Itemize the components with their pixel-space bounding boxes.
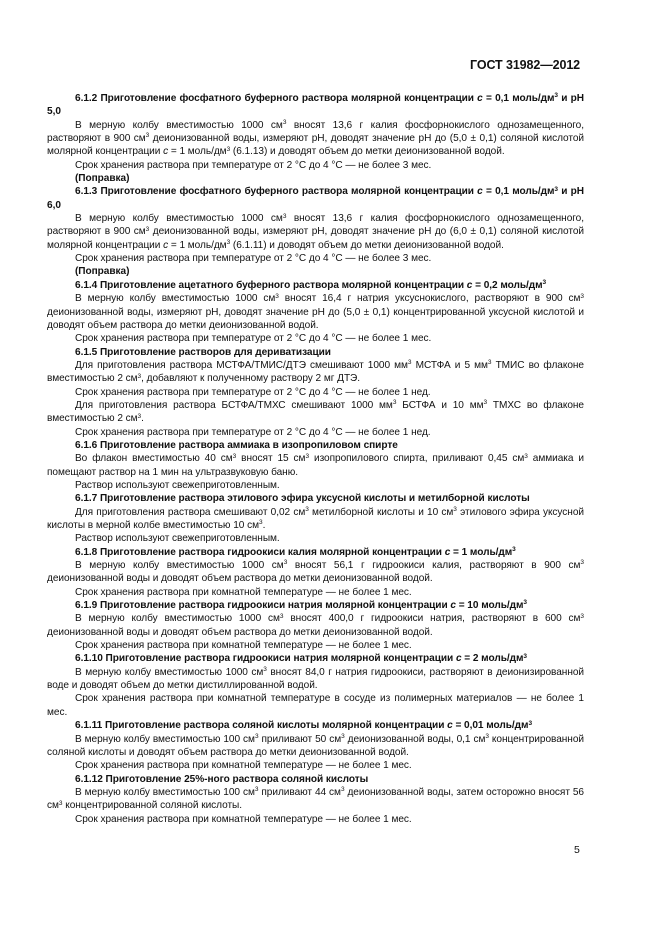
paragraph: Для приготовления раствора МСТФА/ТМИС/ДТЭ смешивают 1000 $мм^3$ МСТФА и 5 $мм^3$ ТМИС во флаконе вместимостью 2 $см^3$, добавляют к полученному раствору 2 мг ДТЭ. [47,359,584,385]
paragraph: Срок хранения раствора при комнатной температуре — не более 1 мес. [75,813,412,825]
paragraph: Для приготовления раствора смешивают 0,02 $см^3$ метилборной кислоты и 10 $см^3$ этилового эфира уксусной кислоты в мерной колбе вместимостью 10 $см^3$. [47,506,584,531]
section-heading: 6.1.8 Приготовление раствора гидроокиси калия молярной концентрации c = 1 моль/$дм^3$ [75,546,516,558]
paragraph: Срок хранения раствора при температуре от 2 °С до 4 °С — не более 3 мес. [75,159,432,171]
section-heading: 6.1.4 Приготовление ацетатного буферного раствора молярной концентрации c = 0,2 моль/$дм^3$ [75,279,547,291]
paragraph: Раствор используют свежеприготовленным. [75,479,280,491]
paragraph: В мерную колбу вместимостью 1000 $см^3$ вносят 13,6 г калия фосфорнокислого однозамещенного, растворяют в 900 $см^3$ деионизованной воды, измеряют рН, доводят значение рН до (6,0 ± 0,1) соляной кислотой молярной концентрации c = 1 моль/$дм^3$ (6.1.11) и доводят объем до метки деионизованной водой. [47,212,584,251]
paragraph: В мерную колбу вместимостью 1000 $см^3$ вносят 400,0 г гидроокиси натрия, растворяют в 600 $см^3$ деионизованной воды и доводят объем раствора до метки деионизованной водой. [47,612,584,638]
paragraph: Во флакон вместимостью 40 $см^3$ вносят 15 $см^3$ изопропилового спирта, приливают 0,45 $см^3$ аммиака и помещают раствор на 1 мин на ультразвуковую баню. [47,452,584,478]
paragraph: Срок хранения раствора при температуре от 2 °С до 4 °С — не более 3 мес. [75,253,432,265]
section-heading: 6.1.9 Приготовление раствора гидроокиси натрия молярной концентрации c = 10 моль/$дм^3$ [75,599,527,612]
paragraph: Срок хранения раствора при комнатной температуре — не более 1 мес. [75,760,412,772]
paragraph: В мерную колбу вместимостью 1000 $см^3$ вносят 84,0 г натрия гидроокиси, растворяют в деионизированной воде и доводят объем до метки дистиллированной водой. [47,666,584,692]
section-heading: 6.1.3 Приготовление фосфатного буферного раствора молярной концентрации c = 0,1 моль/$дм^3$ и рН 6,0 [47,185,584,211]
paragraph: В мерную колбу вместимостью 100 $см^3$ приливают 44 $см^3$ деионизованной воды, затем осторожно вносят 56 $см^3$ концентрированной соляной кислоты. [47,786,584,812]
paragraph: Срок хранения раствора при комнатной температуре в сосуде из полимерных материалов — не более 1 мес. [47,693,584,718]
document-body [47,92,584,826]
paragraph: Срок хранения раствора при температуре от 2 °С до 4 °С — не более 1 мес. [75,333,432,345]
paragraph: В мерную колбу вместимостью 100 $см^3$ приливают 50 $см^3$ деионизованной воды, 0,1 $см^3$ концентрированной соляной кислоты и доводят объем раствора до метки деионизованной водой. [47,732,584,758]
paragraph: Срок хранения раствора при комнатной температуре — не более 1 мес. [75,640,412,652]
section-heading: 6.1.7 Приготовление раствора этилового эфира уксусной кислоты и метилборной кислоты [75,493,530,505]
page-number: 5 [574,844,580,856]
paragraph: В мерную колбу вместимостью 1000 $см^3$ вносят 16,4 г натрия уксуснокислого, растворяют в 900 $см^3$ деионизованной воды, измеряют рН, доводят значение рН до (5,0 ± 0,1) концентрированной уксусной кислотой и доводят объем раствора до метки деионизованной водой. [47,292,584,331]
section-heading: 6.1.12 Приготовление 25%-ного раствора соляной кислоты [75,773,369,785]
paragraph: Срок хранения раствора при температуре от 2 °С до 4 °С — не более 1 нед. [75,426,431,438]
section-heading: (Поправка) [75,266,130,278]
standard-number: ГОСТ 31982—2012 [470,58,581,72]
paragraph: Раствор используют свежеприготовленным. [75,533,280,545]
section-heading: 6.1.6 Приготовление раствора аммиака в изопропиловом спирте [75,439,398,451]
paragraph: Срок хранения раствора при комнатной температуре — не более 1 мес. [75,586,412,598]
section-heading: (Поправка) [75,173,130,185]
paragraph: Срок хранения раствора при температуре от 2 °С до 4 °С — не более 1 нед. [75,386,431,398]
section-heading: 6.1.5 Приготовление растворов для дериватизации [75,346,331,358]
section-heading: 6.1.11 Приготовление раствора соляной кислоты молярной концентрации c = 0,01 моль/$дм^3$ [75,719,533,732]
section-heading: 6.1.2 Приготовление фосфатного буферного раствора молярной концентрации c = 0,1 моль/$дм^3$ и рН 5,0 [47,92,584,118]
paragraph: В мерную колбу вместимостью 1000 $см^3$ вносят 13,6 г калия фосфорнокислого однозамещенного, растворяют в 900 $см^3$ деионизованной воды, измеряют рН, доводят значение рН до (5,0 ± 0,1) соляной кислотой молярной концентрации c = 1 моль/$дм^3$ (6.1.13) и доводят объем до метки деионизованной водой. [47,119,584,158]
paragraph: Для приготовления раствора БСТФА/ТМХС смешивают 1000 $мм^3$ БСТФА и 10 $мм^3$ ТМХС во флаконе вместимостью 2 $см^3$. [47,399,584,425]
paragraph: В мерную колбу вместимостью 1000 $см^3$ вносят 56,1 г гидроокиси калия, растворяют в 900 $см^3$ деионизованной воды и доводят объем раствора до метки деионизованной водой. [47,559,584,585]
section-heading: 6.1.10 Приготовление раствора гидроокиси натрия молярной концентрации c = 2 моль/$дм^3$ [75,652,527,665]
